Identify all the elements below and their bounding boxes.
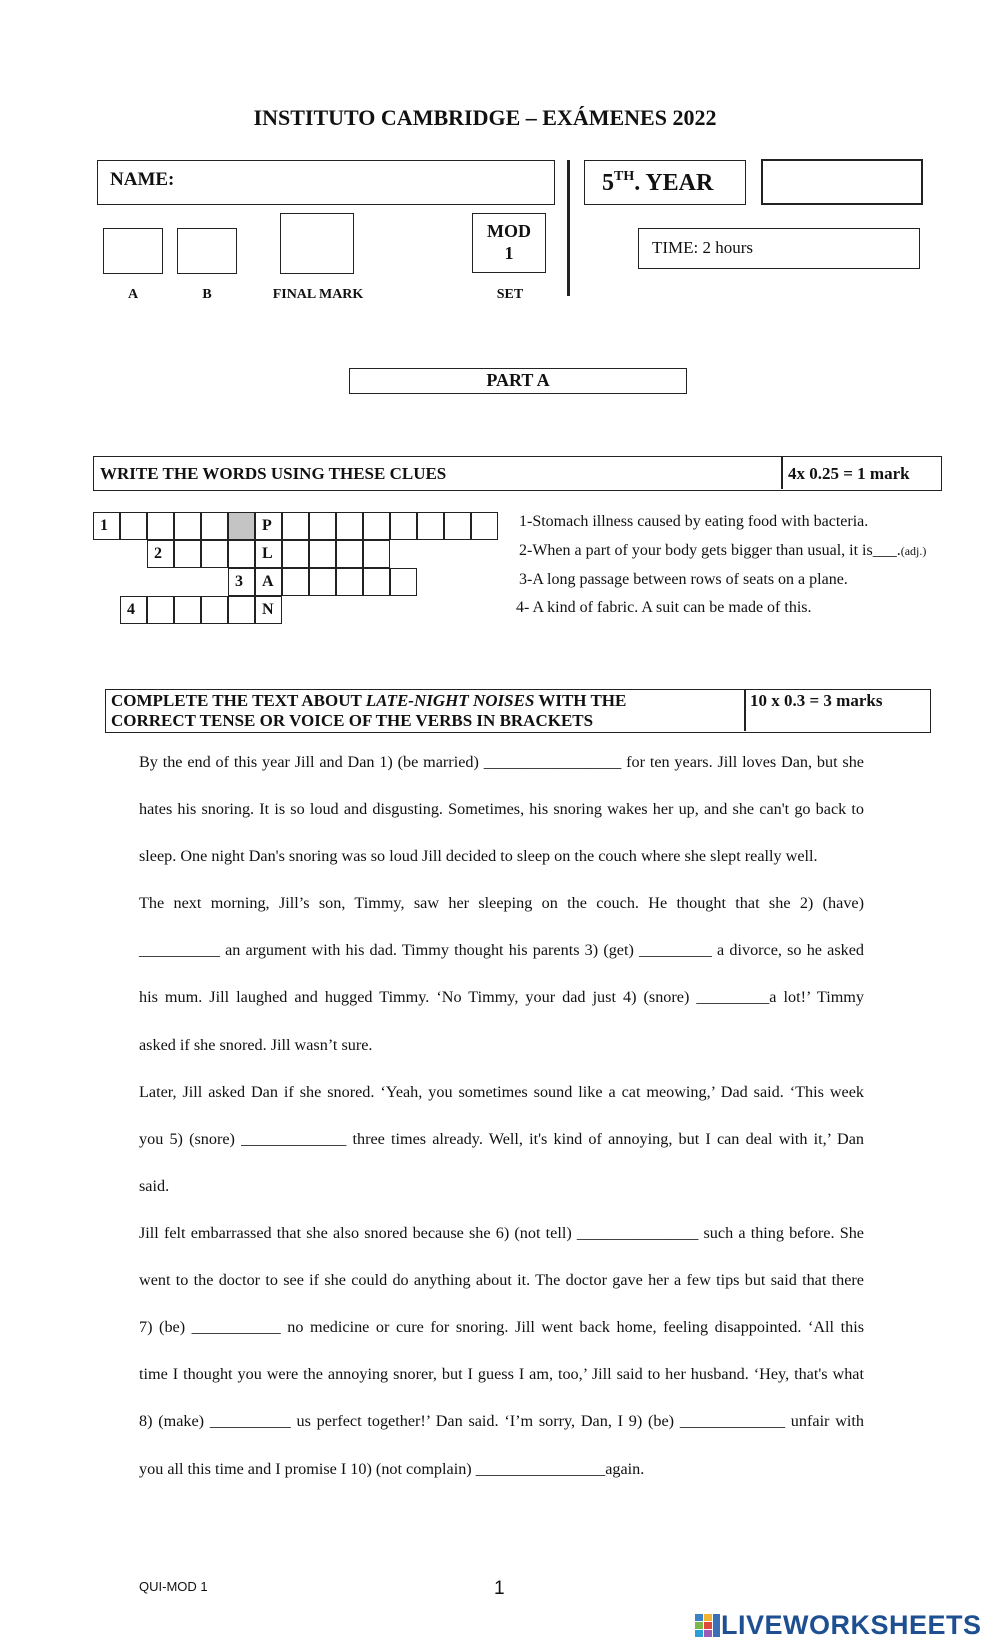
crossword-cell[interactable]	[120, 512, 147, 540]
liveworksheets-icon	[695, 1613, 721, 1639]
section2-title-line2: CORRECT TENSE OR VOICE OF THE VERBS IN BRACKETS	[111, 711, 594, 730]
score-b-field[interactable]	[177, 228, 237, 274]
section1-header	[93, 456, 942, 491]
passage-line: The next morning, Jill’s son, Timmy, saw her sleeping on the couch. He thought that she 2) (have)	[139, 894, 864, 912]
passage-line: asked if she snored. Jill wasn’t sure.	[139, 1036, 373, 1054]
crossword-cell-number: 3	[228, 568, 255, 596]
crossword-cell[interactable]	[390, 568, 417, 596]
crossword-cell-letter: L	[255, 540, 282, 568]
crossword-cell[interactable]	[471, 512, 498, 540]
clue-2-note: (adj.)	[900, 544, 927, 558]
clue-2-text: 2-When a part of your body gets bigger than usual, it is___.	[519, 542, 901, 559]
crossword-cell-number: 4	[120, 596, 147, 624]
crossword-cell[interactable]	[282, 512, 309, 540]
label-a: A	[127, 287, 139, 302]
clue-2	[519, 542, 926, 560]
passage-line: you all this time and I promise I 10) (not complain) ________________again.	[139, 1460, 645, 1478]
crossword-cell[interactable]	[309, 568, 336, 596]
section2-marks: 10 x 0.3 = 3 marks	[750, 691, 883, 710]
section2-header	[105, 689, 931, 733]
crossword-cell[interactable]	[174, 512, 201, 540]
crossword-cell[interactable]	[147, 596, 174, 624]
time-box	[638, 228, 920, 269]
part-a-heading	[349, 368, 687, 394]
crossword-cell[interactable]	[363, 568, 390, 596]
crossword-cell[interactable]	[201, 596, 228, 624]
crossword-cell[interactable]	[336, 512, 363, 540]
crossword-cell[interactable]	[417, 512, 444, 540]
clue-1: 1-Stomach illness caused by eating food with bacteria.	[519, 513, 869, 530]
crossword-cell[interactable]	[336, 540, 363, 568]
crossword-cell[interactable]	[309, 512, 336, 540]
mod-number: 1	[504, 243, 514, 263]
crossword-cell-letter: A	[255, 568, 282, 596]
footer-code: QUI-MOD 1	[139, 1579, 208, 1594]
header-divider	[567, 160, 570, 296]
crossword-cell[interactable]	[282, 568, 309, 596]
passage-line: went to the doctor to see if she could do anything about it. The doctor gave her a few tips but said that there	[139, 1271, 864, 1289]
crossword-cell-letter: P	[255, 512, 282, 540]
clue-3: 3-A long passage between rows of seats on a plane.	[519, 571, 848, 588]
crossword-cell[interactable]	[228, 540, 255, 568]
year-superscript: TH	[614, 169, 635, 184]
crossword-cell[interactable]	[444, 512, 471, 540]
crossword-cell-letter: N	[255, 596, 282, 624]
label-b: B	[202, 287, 212, 302]
year-word: . YEAR	[634, 170, 714, 196]
liveworksheets-logo	[695, 1610, 982, 1640]
section2-title-part-c: WITH THE	[534, 691, 627, 710]
page-number: 1	[494, 1578, 505, 1599]
section1-title: WRITE THE WORDS USING THESE CLUES	[100, 464, 447, 483]
crossword-cell[interactable]	[363, 540, 390, 568]
passage-line: sleep. One night Dan's snoring was so loud Jill decided to sleep on the couch where she slept really well.	[139, 847, 818, 865]
passage-line: 8) (make) __________ us perfect together!’ Dan said. ‘I’m sorry, Dan, I 9) (be) _____________ unfair with	[139, 1412, 864, 1430]
year-box	[584, 160, 746, 205]
crossword-cell[interactable]	[201, 512, 228, 540]
passage-line: __________ an argument with his dad. Timmy thought his parents 3) (get) _________ a divorce, so he asked	[139, 941, 864, 959]
passage-line: said.	[139, 1177, 170, 1195]
time-label: TIME: 2 hours	[652, 238, 754, 257]
mod-label: MOD	[487, 221, 531, 241]
crossword-cell[interactable]	[363, 512, 390, 540]
score-a-field[interactable]	[103, 228, 163, 274]
crossword-cell[interactable]	[282, 540, 309, 568]
section1-header-divider	[781, 457, 783, 489]
crossword-cell[interactable]	[174, 596, 201, 624]
passage-line: you 5) (snore) _____________ three times already. Well, it's kind of annoying, but I can deal with it,’ Dan	[139, 1130, 864, 1148]
section2-title-part-a: COMPLETE THE TEXT ABOUT	[111, 691, 366, 710]
clue-4: 4- A kind of fabric. A suit can be made of this.	[516, 599, 812, 616]
crossword-cell[interactable]	[309, 540, 336, 568]
part-a-label: PART A	[486, 370, 550, 390]
crossword-cell[interactable]	[228, 596, 255, 624]
set-box	[472, 213, 546, 273]
final-mark-field[interactable]	[280, 213, 354, 274]
name-field[interactable]	[97, 160, 555, 205]
year-blank-field[interactable]	[761, 159, 923, 205]
name-label: NAME:	[110, 169, 175, 190]
section2-title	[111, 691, 626, 731]
crossword-cell[interactable]	[147, 512, 174, 540]
section1-marks: 4x 0.25 = 1 mark	[788, 464, 910, 483]
crossword-cell-number: 1	[93, 512, 120, 540]
crossword-cell[interactable]	[201, 540, 228, 568]
liveworksheets-wordmark: LIVEWORKSHEETS	[721, 1610, 982, 1640]
label-set: SET	[496, 287, 524, 302]
passage-line: 7) (be) ___________ no medicine or cure for snoring. Jill went back home, feeling disappointed. ‘All this	[139, 1318, 864, 1336]
crossword-cell-shaded	[228, 512, 255, 540]
passage-line: Jill felt embarrassed that she also snored because she 6) (not tell) _______________ such a thing before. She	[139, 1224, 864, 1242]
label-final-mark: FINAL MARK	[272, 287, 364, 302]
year-number: 5	[602, 170, 614, 196]
crossword-cell[interactable]	[390, 512, 417, 540]
passage-line: his mum. Jill laughed and hugged Timmy. ‘No Timmy, your dad just 4) (snore) _________a lot!’ Timmy	[139, 988, 864, 1006]
passage-line: By the end of this year Jill and Dan 1) (be married) _________________ for ten years. Jill loves Dan, but she	[139, 753, 864, 771]
crossword-cell[interactable]	[174, 540, 201, 568]
page-title: INSTITUTO CAMBRIDGE – EXÁMENES 2022	[253, 105, 717, 130]
crossword-cell[interactable]	[336, 568, 363, 596]
section2-title-italic: LATE-NIGHT NOISES	[365, 691, 535, 710]
crossword-cell-number: 2	[147, 540, 174, 568]
section2-header-divider	[744, 690, 746, 731]
year-label	[602, 169, 713, 197]
passage-line: Later, Jill asked Dan if she snored. ‘Yeah, you sometimes sound like a cat meowing,’ Dad said. ‘This week	[139, 1083, 864, 1101]
passage-line: time I thought you were the annoying snorer, but I guess I am, too,’ Jill said to her husband. ‘Hey, that's what	[139, 1365, 864, 1383]
passage-line: hates his snoring. It is so loud and disgusting. Sometimes, his snoring wakes her up, and she can't go back to	[139, 800, 864, 818]
